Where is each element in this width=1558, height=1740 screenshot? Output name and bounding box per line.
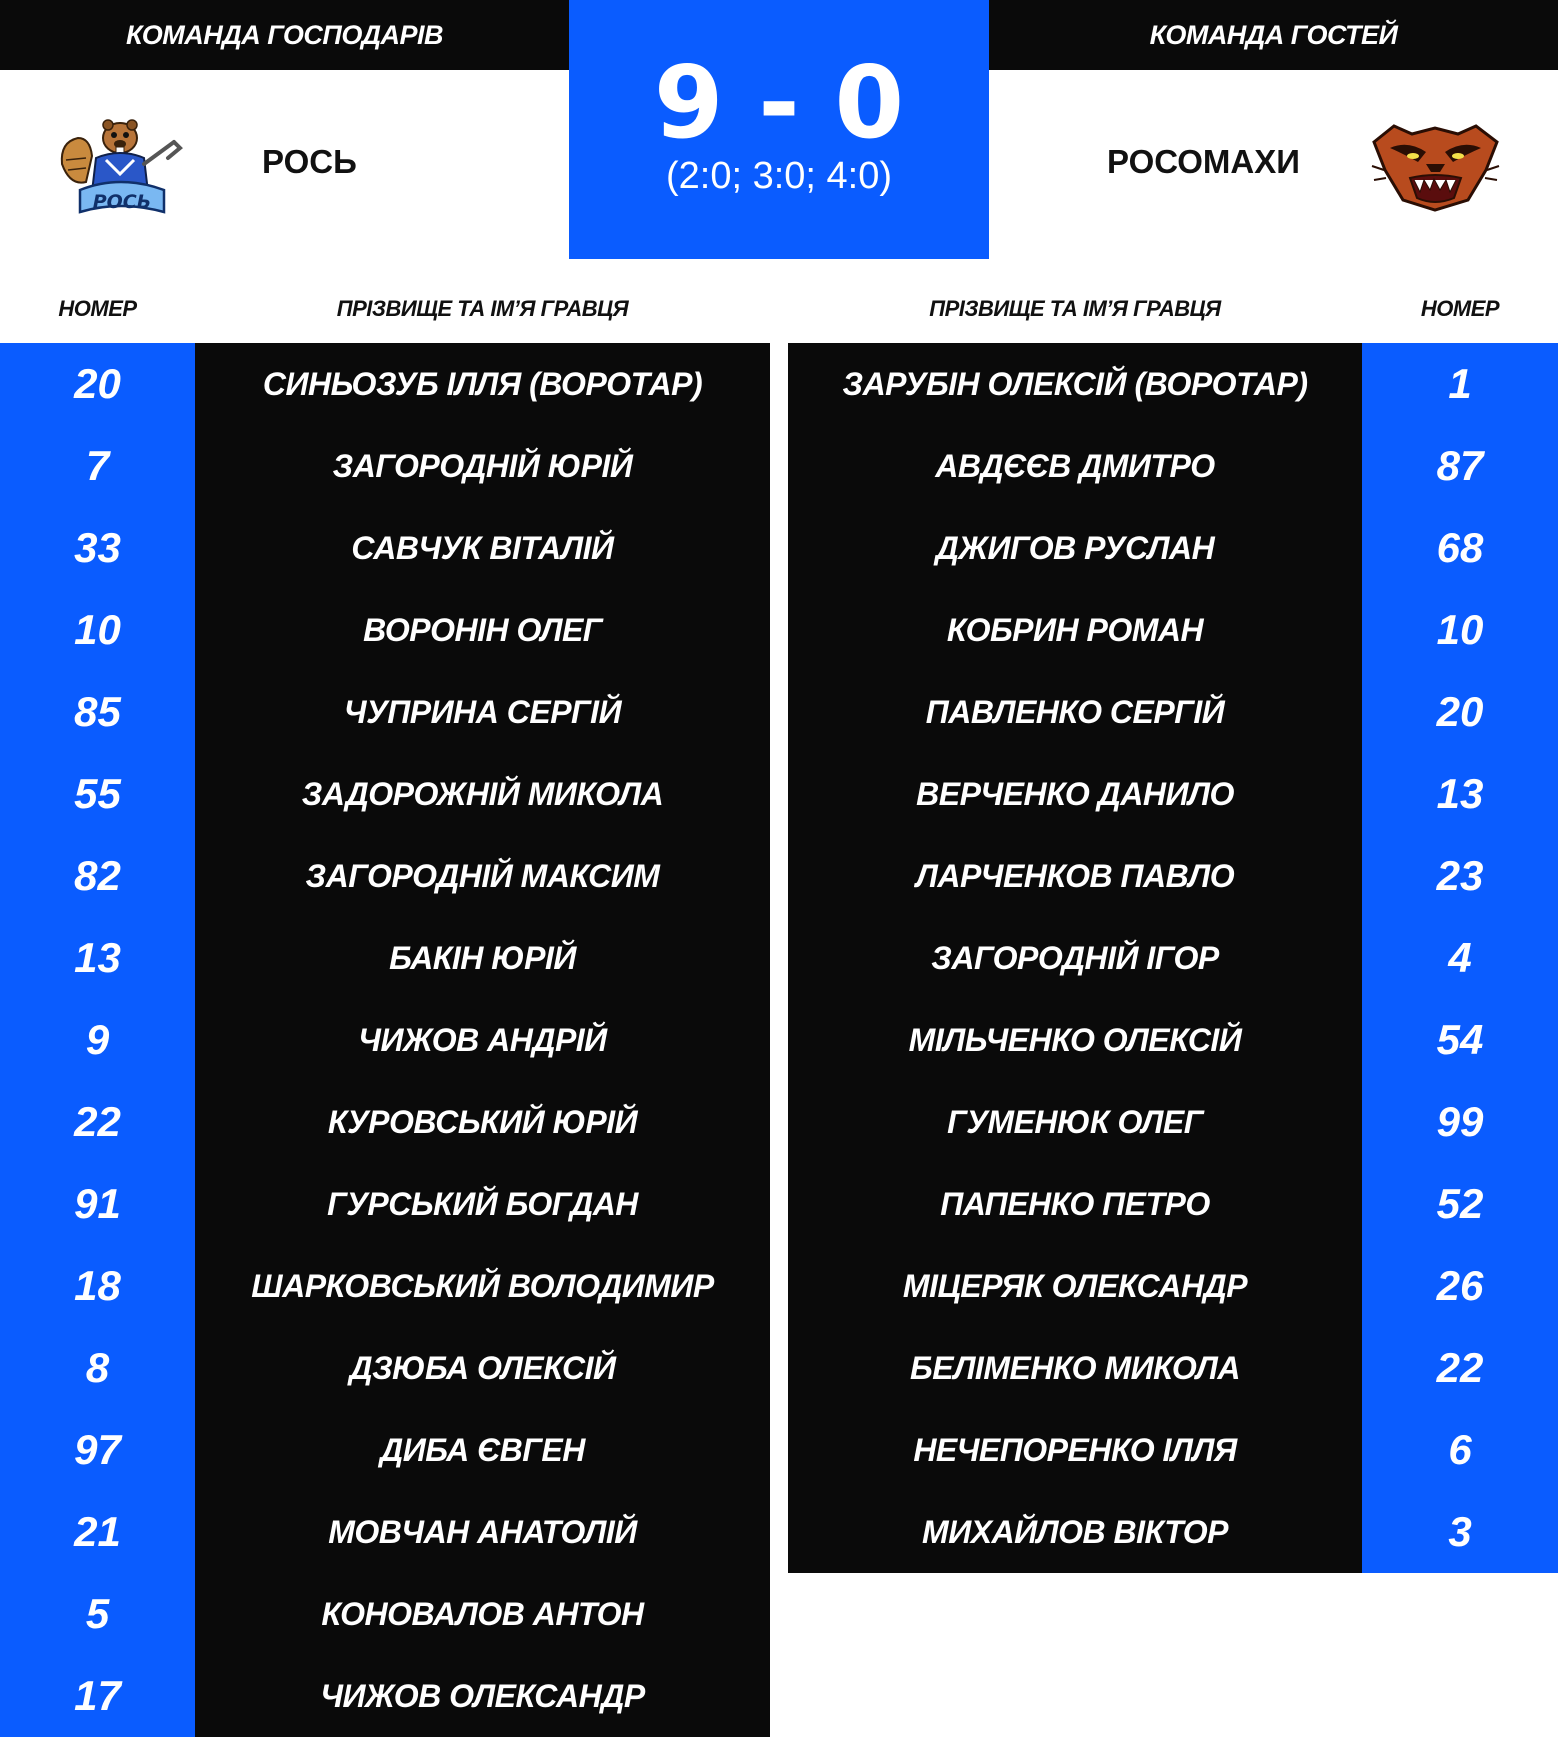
player-name: ЧИЖОВ АНДРІЙ [195, 999, 770, 1081]
player-number: 9 [0, 999, 195, 1081]
player-name: АВДЄЄВ ДМИТРО [788, 425, 1362, 507]
away-player-row [788, 999, 1558, 1081]
player-name: МІЦЕРЯК ОЛЕКСАНДР [788, 1245, 1362, 1327]
away-player-row [788, 589, 1558, 671]
away-player-row [788, 1163, 1558, 1245]
player-number: 22 [0, 1081, 195, 1163]
away-player-row [788, 1409, 1558, 1491]
player-name: БЕЛІМЕНКО МИКОЛА [788, 1327, 1362, 1409]
player-name: СИНЬОЗУБ ІЛЛЯ (ВОРОТАР) [195, 343, 770, 425]
home-team-label: КОМАНДА ГОСПОДАРІВ [0, 0, 569, 70]
away-player-row [788, 753, 1558, 835]
player-name: КОБРИН РОМАН [788, 589, 1362, 671]
player-name: КУРОВСЬКИЙ ЮРІЙ [195, 1081, 770, 1163]
away-player-row [788, 835, 1558, 917]
player-number: 97 [0, 1409, 195, 1491]
player-number: 52 [1362, 1163, 1558, 1245]
player-number: 33 [0, 507, 195, 589]
player-name: ЧИЖОВ ОЛЕКСАНДР [195, 1655, 770, 1737]
home-player-row [0, 671, 770, 753]
home-player-header: ПРІЗВИЩЕ ТА ІМ’Я ГРАВЦЯ [336, 296, 629, 321]
final-score: 9 - 0 [653, 44, 905, 161]
player-name: ДЗЮБА ОЛЕКСІЙ [195, 1327, 770, 1409]
player-number: 1 [1362, 343, 1558, 425]
player-number: 21 [0, 1491, 195, 1573]
player-number: 13 [0, 917, 195, 999]
player-name: ДИБА ЄВГЕН [195, 1409, 770, 1491]
player-number: 7 [0, 425, 195, 507]
player-number: 3 [1362, 1491, 1558, 1573]
player-number: 13 [1362, 753, 1558, 835]
home-player-row [0, 1327, 770, 1409]
away-player-row [788, 425, 1558, 507]
scoreboard [569, 0, 989, 259]
player-number: 4 [1362, 917, 1558, 999]
period-scores: (2:0; 3:0; 4:0) [665, 155, 892, 197]
away-player-header: ПРІЗВИЩЕ ТА ІМ’Я ГРАВЦЯ [929, 296, 1221, 321]
home-roster [0, 343, 770, 1737]
player-number: 26 [1362, 1245, 1558, 1327]
player-name: БАКІН ЮРІЙ [195, 917, 770, 999]
home-player-row [0, 1655, 770, 1737]
player-name: ЛАРЧЕНКОВ ПАВЛО [788, 835, 1362, 917]
home-player-row [0, 1163, 770, 1245]
player-number: 54 [1362, 999, 1558, 1081]
player-number: 55 [0, 753, 195, 835]
home-player-row [0, 1245, 770, 1327]
player-name: ВЕРЧЕНКО ДАНИЛО [788, 753, 1362, 835]
away-player-row [788, 343, 1558, 425]
home-player-row [0, 589, 770, 671]
home-player-row [0, 917, 770, 999]
player-number: 5 [0, 1573, 195, 1655]
player-name: ЗАДОРОЖНІЙ МИКОЛА [195, 753, 770, 835]
player-name: МОВЧАН АНАТОЛІЙ [195, 1491, 770, 1573]
player-number: 18 [0, 1245, 195, 1327]
player-number: 91 [0, 1163, 195, 1245]
home-player-row [0, 507, 770, 589]
player-name: ЗАГОРОДНІЙ ІГОР [788, 917, 1362, 999]
home-player-row [0, 1491, 770, 1573]
player-number: 85 [0, 671, 195, 753]
home-player-row [0, 999, 770, 1081]
player-number: 82 [0, 835, 195, 917]
home-number-header: НОМЕР [58, 296, 137, 321]
away-player-row [788, 671, 1558, 753]
home-player-row [0, 343, 770, 425]
player-name: МИХАЙЛОВ ВІКТОР [788, 1491, 1362, 1573]
player-name: ГУМЕНЮК ОЛЕГ [788, 1081, 1362, 1163]
home-player-row [0, 753, 770, 835]
home-player-row [0, 1573, 770, 1655]
player-number: 20 [0, 343, 195, 425]
player-number: 22 [1362, 1327, 1558, 1409]
away-team-name: РОСОМАХИ [1107, 143, 1300, 180]
player-name: ПАВЛЕНКО СЕРГІЙ [788, 671, 1362, 753]
away-player-row [788, 507, 1558, 589]
player-name: ЧУПРИНА СЕРГІЙ [195, 671, 770, 753]
away-team-label: КОМАНДА ГОСТЕЙ [989, 0, 1558, 70]
player-number: 17 [0, 1655, 195, 1737]
player-number: 23 [1362, 835, 1558, 917]
away-player-row [788, 1327, 1558, 1409]
player-number: 68 [1362, 507, 1558, 589]
player-number: 99 [1362, 1081, 1558, 1163]
home-player-row [0, 1409, 770, 1491]
logo-text: РОСЬ [92, 191, 152, 213]
wolverine-logo-icon [1368, 118, 1503, 213]
away-player-row [788, 1491, 1558, 1573]
player-name: ГУРСЬКИЙ БОГДАН [195, 1163, 770, 1245]
player-name: ПАПЕНКО ПЕТРО [788, 1163, 1362, 1245]
home-player-row [0, 425, 770, 507]
player-name: МІЛЬЧЕНКО ОЛЕКСІЙ [788, 999, 1362, 1081]
player-name: НЕЧЕПОРЕНКО ІЛЛЯ [788, 1409, 1362, 1491]
player-name: ВОРОНІН ОЛЕГ [195, 589, 770, 671]
away-player-row [788, 1081, 1558, 1163]
player-number: 6 [1362, 1409, 1558, 1491]
player-number: 20 [1362, 671, 1558, 753]
away-roster [788, 343, 1558, 1573]
home-player-row [0, 1081, 770, 1163]
player-number: 87 [1362, 425, 1558, 507]
away-player-row [788, 917, 1558, 999]
player-number: 10 [0, 589, 195, 671]
player-name: ЗАГОРОДНІЙ ЮРІЙ [195, 425, 770, 507]
player-name: ШАРКОВСЬКИЙ ВОЛОДИМИР [195, 1245, 770, 1327]
player-name: КОНОВАЛОВ АНТОН [195, 1573, 770, 1655]
beaver-logo-icon [56, 112, 184, 220]
home-player-row [0, 835, 770, 917]
home-team-name: РОСЬ [262, 143, 357, 180]
player-number: 8 [0, 1327, 195, 1409]
player-name: ЗАРУБІН ОЛЕКСІЙ (ВОРОТАР) [788, 343, 1362, 425]
player-name: САВЧУК ВІТАЛІЙ [195, 507, 770, 589]
away-player-row [788, 1245, 1558, 1327]
away-number-header: НОМЕР [1420, 296, 1500, 321]
player-name: ЗАГОРОДНІЙ МАКСИМ [195, 835, 770, 917]
player-name: ДЖИГОВ РУСЛАН [788, 507, 1362, 589]
player-number: 10 [1362, 589, 1558, 671]
